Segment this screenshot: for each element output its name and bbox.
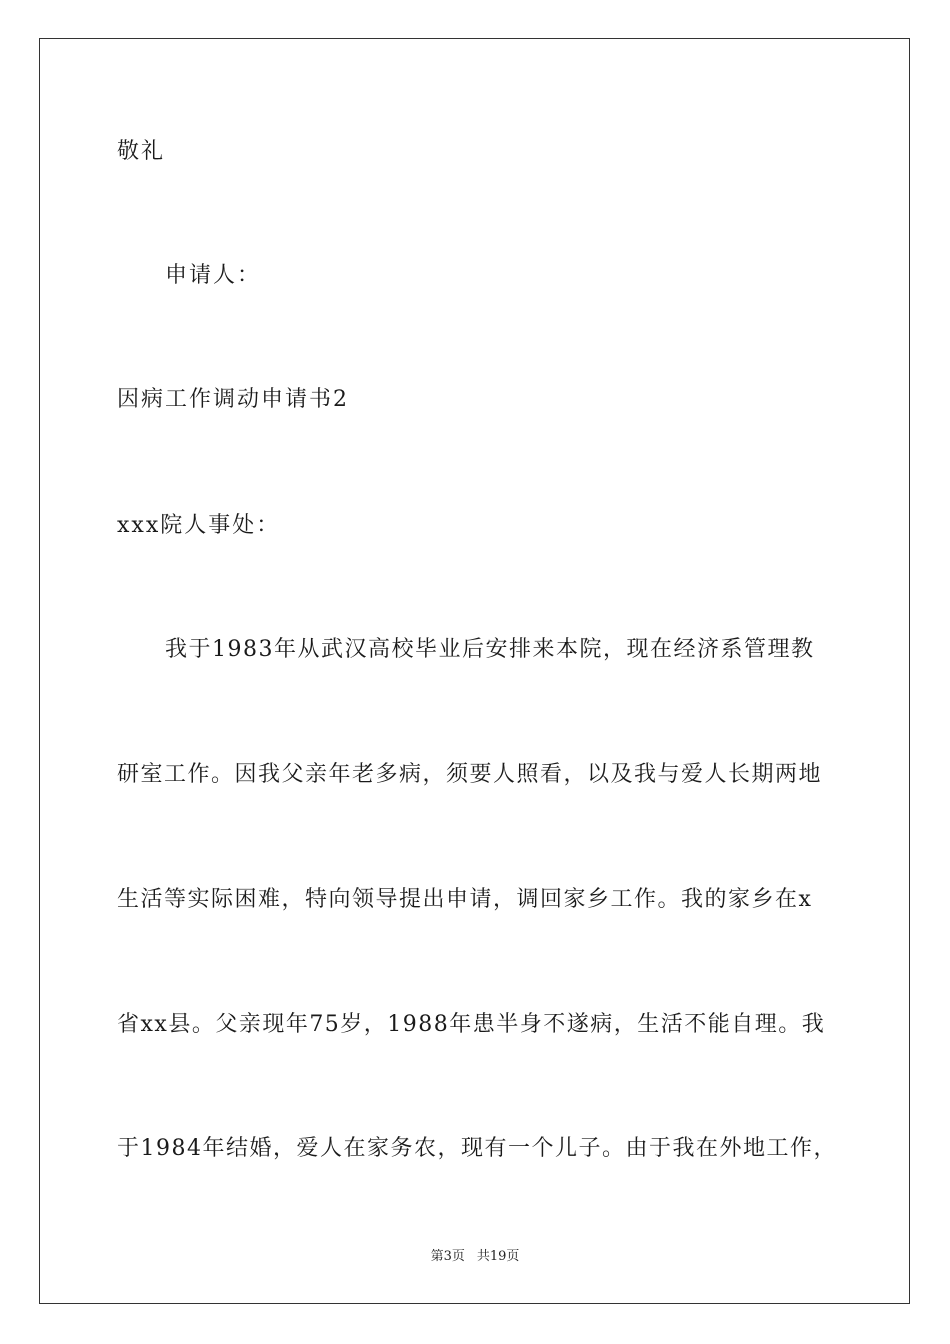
body-line: 省xx县。父亲现年75岁，1988年患半身不遂病，生活不能自理。我 — [117, 1012, 826, 1037]
body-line: 生活等实际困难，特向领导提出申请，调回家乡工作。我的家乡在x — [117, 887, 813, 912]
page-number: 第3页 — [430, 1249, 465, 1264]
page-total: 共19页 — [476, 1249, 520, 1264]
closing-text: 敬礼 — [117, 139, 166, 164]
recipient-line: xxx院人事处： — [117, 513, 281, 538]
page-footer — [0, 1248, 950, 1266]
document-title: 因病工作调动申请书2 — [117, 387, 349, 412]
body-line: 我于1983年从武汉高校毕业后安排来本院，现在经济系管理教 — [165, 637, 815, 662]
applicant-label: 申请人： — [165, 263, 262, 288]
body-line: 研室工作。因我父亲年老多病，须要人照看，以及我与爱人长期两地 — [117, 762, 823, 787]
body-line: 于1984年结婚，爱人在家务农，现有一个儿子。由于我在外地工作， — [117, 1136, 837, 1161]
page-border — [39, 38, 910, 1304]
